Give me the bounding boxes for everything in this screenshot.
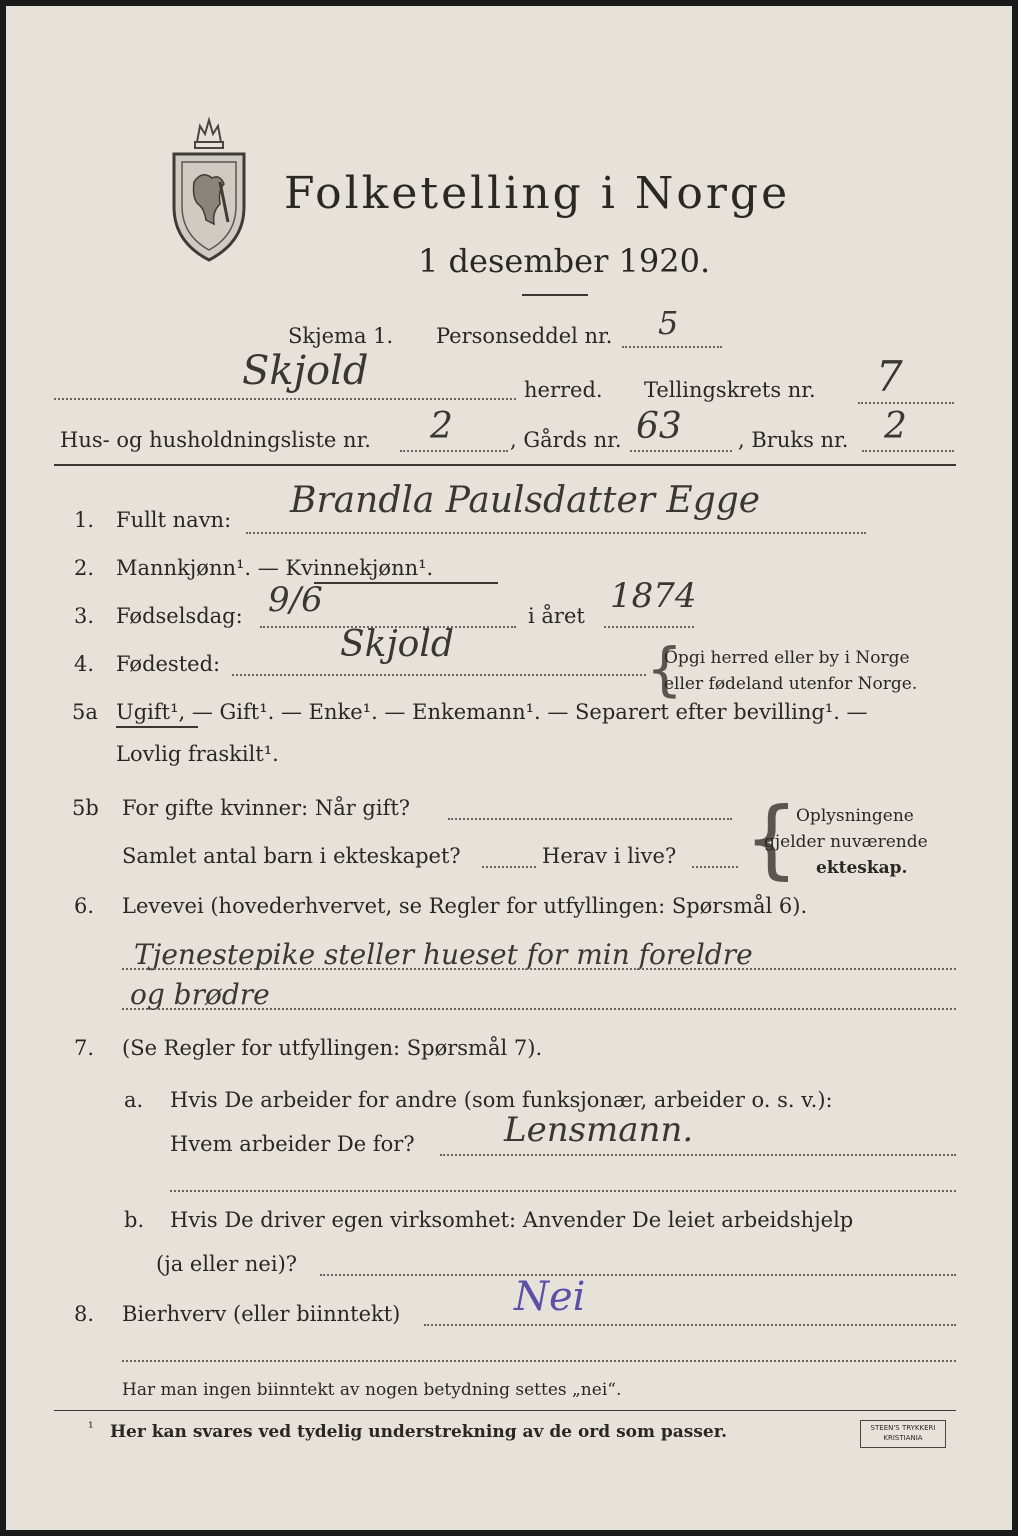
q7b-letter: b. — [124, 1208, 145, 1232]
q5b-number: 5b — [72, 796, 99, 820]
q5b-alive-label: Herav i live? — [542, 844, 677, 868]
hus-label: Hus- og husholdningsliste nr. — [60, 428, 371, 452]
q3-year-value[interactable]: 1874 — [610, 576, 697, 616]
tellingskrets-label: Tellingskrets nr. — [644, 378, 816, 402]
q7a-value[interactable]: Lensmann. — [504, 1110, 694, 1150]
herred-label: herred. — [524, 378, 603, 402]
q7a-line2: Hvem arbeider De for? — [170, 1132, 415, 1156]
q4-note-line1: Opgi herred eller by i Norge — [664, 648, 910, 668]
personseddel-value[interactable]: 5 — [658, 304, 679, 342]
q2-options[interactable]: Mannkjønn¹. — Kvinnekjønn¹. — [116, 556, 434, 580]
schema-label: Skjema 1. — [288, 324, 394, 348]
hus-value[interactable]: 2 — [430, 406, 453, 447]
q5b-alive-field-line — [692, 866, 738, 868]
personseddel-label: Personseddel nr. — [436, 324, 613, 348]
q3-number: 3. — [74, 604, 95, 628]
q3-year-label: i året — [528, 604, 585, 628]
q5a-underline-selection — [116, 726, 198, 728]
printer-stamp-line1: STEEN'S TRYKKERI — [870, 1424, 936, 1432]
q5a-options[interactable]: Ugift¹, — Gift¹. — Enke¹. — Enkemann¹. — Separert efter bevilling¹. — — [116, 700, 868, 724]
q8-label: Bierhverv (eller biinntekt) — [122, 1302, 401, 1326]
q8-field-line — [424, 1324, 956, 1326]
q4-label: Fødested: — [116, 652, 221, 676]
footnote-mark: ¹ — [88, 1420, 94, 1436]
q4-value[interactable]: Skjold — [340, 624, 454, 665]
coat-of-arms-icon — [164, 112, 254, 262]
q6-value-line2[interactable]: og brødre — [130, 978, 270, 1011]
q3-year-field-line — [604, 626, 694, 628]
header-rule — [54, 464, 956, 466]
gards-label: , Gårds nr. — [510, 428, 622, 452]
q7a-field-line2 — [170, 1190, 956, 1192]
bruks-field-line — [862, 450, 954, 452]
q7a-letter: a. — [124, 1088, 144, 1112]
q5a-number: 5a — [72, 700, 98, 724]
q5b-note-line3: ekteskap. — [816, 858, 908, 878]
footnote-text: Her kan svares ved tydelig understrekning av de ord som passer. — [110, 1422, 728, 1442]
q1-field-line — [246, 532, 866, 534]
q4-field-line — [232, 674, 646, 676]
gards-field-line — [630, 450, 732, 452]
gards-value[interactable]: 63 — [636, 406, 682, 447]
q8-number: 8. — [74, 1302, 95, 1326]
form-date: 1 desember 1920. — [418, 242, 711, 280]
q7b-line2: (ja eller nei)? — [156, 1252, 298, 1276]
footer-note: Har man ingen biinntekt av nogen betydning settes „nei“. — [122, 1380, 622, 1400]
q7-number: 7. — [74, 1036, 95, 1060]
q1-number: 1. — [74, 508, 95, 532]
q5a-options-line2[interactable]: Lovlig fraskilt¹. — [116, 742, 279, 766]
form-title: Folketelling i Norge — [284, 168, 791, 219]
hus-field-line — [400, 450, 508, 452]
q1-label: Fullt navn: — [116, 508, 232, 532]
census-form — [6, 6, 1012, 1530]
bruks-label: , Bruks nr. — [738, 428, 849, 452]
q5b-children-field-line — [482, 866, 536, 868]
tellingskrets-field-line — [858, 402, 954, 404]
q4-note-line2: eller fødeland utenfor Norge. — [664, 674, 918, 694]
q5b-note-brace: { — [744, 789, 799, 889]
q6-number: 6. — [74, 894, 95, 918]
q4-note-brace: { — [646, 635, 683, 703]
q3-label: Fødselsdag: — [116, 604, 243, 628]
footer-rule — [54, 1410, 956, 1411]
q1-value[interactable]: Brandla Paulsdatter Egge — [290, 480, 761, 521]
printer-stamp — [860, 1420, 946, 1448]
q6-value-line1[interactable]: Tjenestepike steller hueset for min foreldre — [134, 938, 753, 971]
q8-value[interactable]: Nei — [514, 1274, 586, 1320]
q7b-line1: Hvis De driver egen virksomhet: Anvender De leiet arbeidshjelp — [170, 1208, 854, 1232]
tellingskrets-value[interactable]: 7 — [876, 352, 903, 401]
q7b-field-line — [320, 1274, 956, 1276]
q2-underline-selection — [314, 582, 498, 584]
q5b-married-field-line — [448, 818, 732, 820]
q6-field-line1 — [122, 968, 956, 970]
q5b-note-line1: Oplysningene — [796, 806, 914, 826]
q6-label: Levevei (hovederhvervet, se Regler for utfyllingen: Spørsmål 6). — [122, 894, 808, 918]
q5b-note-line2: gjelder nuværende — [764, 832, 928, 852]
printer-stamp-line2: KRISTIANIA — [883, 1434, 923, 1442]
q7a-field-line — [440, 1154, 956, 1156]
bruks-value[interactable]: 2 — [884, 406, 907, 447]
q3-value[interactable]: 9/6 — [268, 580, 323, 620]
herred-value[interactable]: Skjold — [242, 348, 369, 394]
herred-field-line — [54, 398, 516, 400]
q2-number: 2. — [74, 556, 95, 580]
q6-field-line2 — [122, 1008, 956, 1010]
personseddel-field-line — [622, 346, 722, 348]
q5b-children-label: Samlet antal barn i ekteskapet? — [122, 844, 461, 868]
q7a-line1: Hvis De arbeider for andre (som funksjonær, arbeider o. s. v.): — [170, 1088, 833, 1112]
title-divider — [522, 294, 588, 296]
q5b-line1: For gifte kvinner: Når gift? — [122, 796, 411, 820]
q8-field-line2 — [122, 1360, 956, 1362]
q4-number: 4. — [74, 652, 95, 676]
q7-label: (Se Regler for utfyllingen: Spørsmål 7). — [122, 1036, 543, 1060]
